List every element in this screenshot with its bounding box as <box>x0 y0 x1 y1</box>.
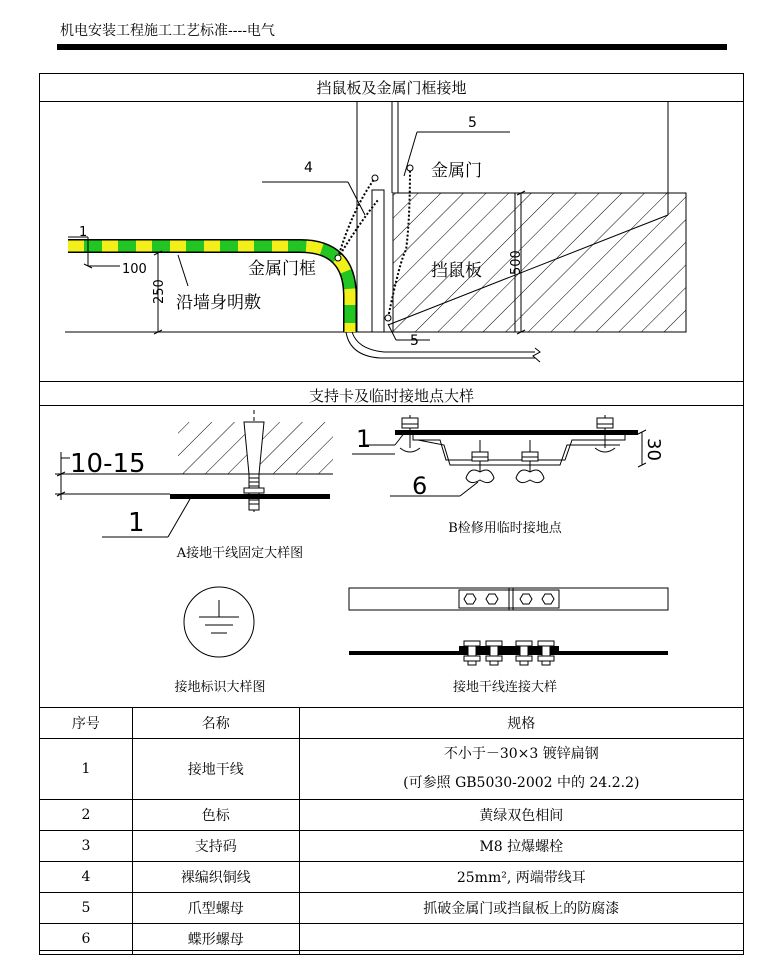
label-5-bottom: 5 <box>410 333 419 349</box>
caption-a: A接地干线固定大样图 <box>176 546 304 561</box>
section1-title: 挡鼠板及金属门框接地 <box>316 79 467 97</box>
cell-name: 色标 <box>132 800 299 831</box>
table-row <box>40 831 744 862</box>
page-header-title: 机电安装工程施工工艺标准----电气 <box>60 23 275 39</box>
caption-b: B检修用临时接地点 <box>448 521 562 536</box>
table-row <box>40 739 744 800</box>
detail-a-drawing <box>55 410 333 538</box>
cell-no: 2 <box>40 800 133 831</box>
cell-no: 1 <box>40 739 133 800</box>
cell-name: 蝶形螺母 <box>132 924 299 955</box>
table-row <box>40 862 744 893</box>
caption-c: 接地标识大样图 <box>174 680 266 695</box>
cell-spec: 25mm², 两端带线耳 <box>299 862 743 893</box>
dim-100: 100 <box>122 262 147 277</box>
cell-name: 爪型螺母 <box>132 893 299 924</box>
dim-b-30: 30 <box>643 438 664 461</box>
label-door-frame: 金属门框 <box>248 259 316 279</box>
header-name: 名称 <box>132 708 299 739</box>
label-b-6: 6 <box>412 472 428 500</box>
dim-250: 250 <box>152 279 167 304</box>
cell-no: 3 <box>40 831 133 862</box>
table-row <box>40 924 744 955</box>
header-spec: 规格 <box>299 708 743 739</box>
label-wall-mount: 沿墙身明敷 <box>176 293 261 313</box>
ground-symbol-icon <box>184 587 254 657</box>
label-1: 1 <box>79 225 88 240</box>
table-row <box>40 893 744 924</box>
dim-500: 500 <box>509 250 524 275</box>
cell-name: 裸编织铜线 <box>132 862 299 893</box>
spec-table <box>39 707 744 955</box>
label-rat-plate: 挡鼠板 <box>431 261 482 281</box>
cell-spec-line1: 不小于－30×3 镀锌扁钢 <box>443 746 599 762</box>
cell-spec-line2: (可参照 GB5030-2002 中的 24.2.2) <box>403 775 640 791</box>
cell-no: 6 <box>40 924 133 955</box>
cell-spec <box>299 739 743 800</box>
label-b-1: 1 <box>356 425 372 453</box>
detail-d-drawing <box>349 588 668 665</box>
cell-no: 4 <box>40 862 133 893</box>
rat-plate-grounding-diagram <box>65 101 686 362</box>
cell-name: 接地干线 <box>132 739 299 800</box>
dim-10-15: 10-15 <box>70 449 146 479</box>
cell-name: 支持码 <box>132 831 299 862</box>
label-metal-door: 金属门 <box>431 161 482 181</box>
caption-d: 接地干线连接大样 <box>452 680 557 695</box>
table-row <box>40 800 744 831</box>
cell-spec: 抓破金属门或挡鼠板上的防腐漆 <box>299 893 743 924</box>
label-4: 4 <box>304 160 313 176</box>
label-a-1: 1 <box>128 508 145 538</box>
cell-spec: 黄绿双色相间 <box>299 800 743 831</box>
cell-spec <box>299 924 743 955</box>
header-no: 序号 <box>40 708 133 739</box>
cell-no: 5 <box>40 893 133 924</box>
cell-spec: M8 拉爆螺栓 <box>299 831 743 862</box>
table-header-row <box>40 708 744 739</box>
label-5-top: 5 <box>468 115 477 131</box>
detail-b-drawing <box>352 415 664 500</box>
section2-title: 支持卡及临时接地点大样 <box>308 387 474 405</box>
